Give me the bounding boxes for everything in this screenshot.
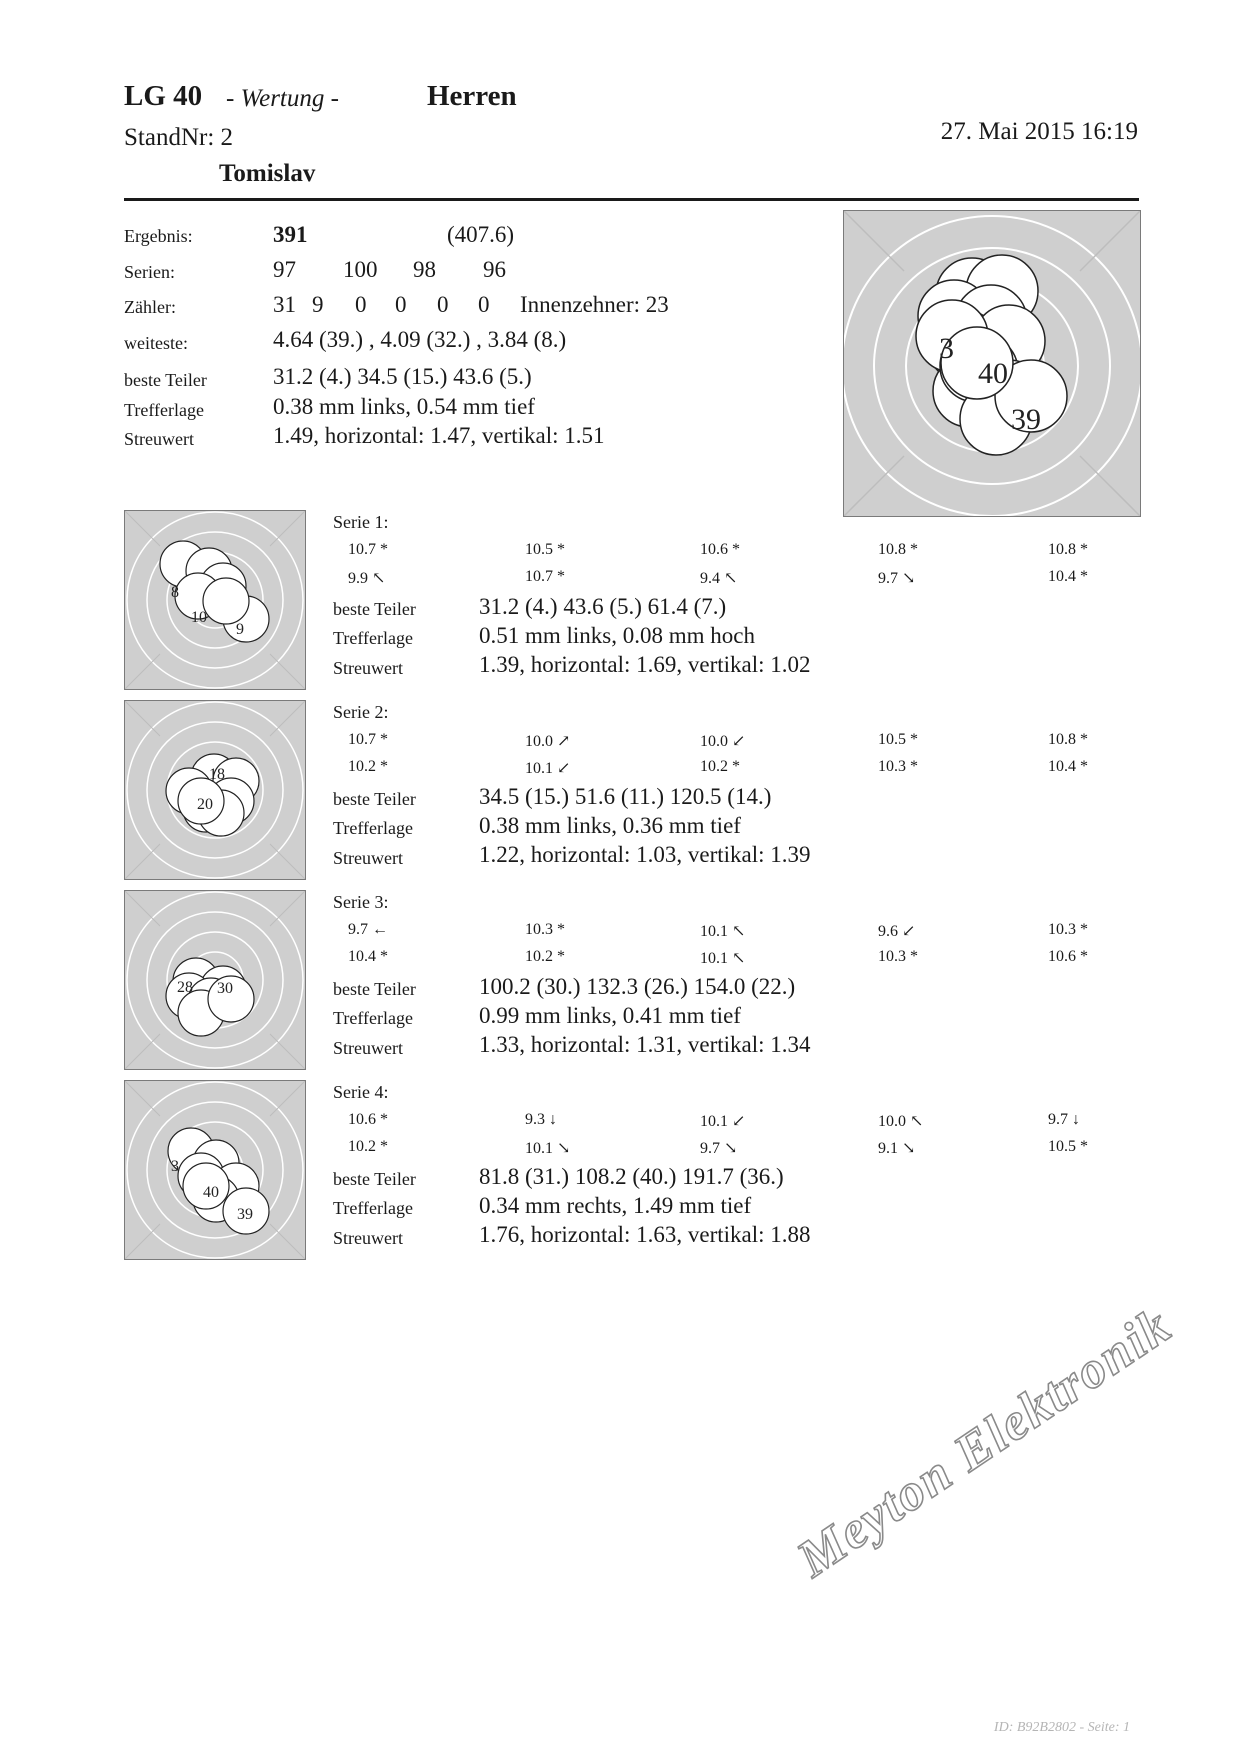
shot-value: 10.2 * [348,758,388,775]
shot-value: 10.1 ↙ [525,760,571,777]
serie-total-3: 98 [413,257,436,282]
beste-teiler-value: 100.2 (30.) 132.3 (26.) 154.0 (22.) [479,974,796,999]
shot-value: 10.8 * [1048,541,1088,558]
trefferlage-value: 0.34 mm rechts, 1.49 mm tief [479,1193,752,1218]
shot-label: 3 [939,332,954,365]
innenzehner-value: Innenzehner: 23 [520,292,669,317]
shot-value: 10.0 ↙ [700,733,746,750]
shot-value: 10.2 * [700,758,740,775]
shot-label: 18 [209,766,225,783]
shot-value: 10.7 * [348,541,388,558]
date-time: 27. Mai 2015 16:19 [940,118,1138,145]
series-target [124,890,306,1070]
series-target [124,700,306,880]
shot-value: 10.8 * [1048,731,1088,748]
streuwert-value: 1.22, horizontal: 1.03, vertikal: 1.39 [479,842,811,867]
shot-label: 3 [171,1158,179,1175]
target-drawing [125,1081,305,1259]
trefferlage-value: 0.99 mm links, 0.41 mm tief [479,1003,741,1028]
streuwert-label: Streuwert [333,1228,403,1248]
streuwert-value: 1.49, horizontal: 1.47, vertikal: 1.51 [273,423,605,448]
series-title: Serie 2: [333,702,389,722]
shot-value: 9.7 ↘ [700,1140,738,1157]
shot-value: 10.5 * [525,541,565,558]
beste-teiler-value: 31.2 (4.) 43.6 (5.) 61.4 (7.) [479,594,727,619]
event-title: LG 40 [124,80,203,112]
shot-value: 10.3 * [878,948,918,965]
wertung-label: - Wertung - [226,85,339,112]
ergebnis-label: Ergebnis: [124,226,193,246]
shot-value: 10.7 * [525,568,565,585]
ergebnis-decimal: (407.6) [447,222,515,247]
shooter-name: Tomislav [219,160,316,187]
beste-teiler-label: beste Teiler [333,789,416,809]
target-drawing [125,701,305,879]
zaehler-value: 0 [395,292,407,317]
serien-label: Serien: [124,262,175,282]
shot-value: 9.7 ↘ [878,570,916,587]
shot-label: 8 [171,584,179,601]
overall-target [843,210,1141,517]
zaehler-value: 0 [437,292,449,317]
shot-value: 10.2 * [348,1138,388,1155]
shot-label: 39 [237,1206,253,1223]
zaehler-value: 31 [273,292,296,317]
series-title: Serie 3: [333,892,389,912]
target-drawing [125,511,305,689]
streuwert-value: 1.33, horizontal: 1.31, vertikal: 1.34 [479,1032,811,1057]
shot-value: 10.4 * [1048,758,1088,775]
streuwert-label: Streuwert [333,1038,403,1058]
shot-label: 30 [217,980,233,997]
shot-value: 9.7 ← [348,921,388,938]
beste-teiler-label: beste Teiler [124,370,207,390]
stand-number: StandNr: 2 [124,124,234,151]
shot-value: 10.3 * [1048,921,1088,938]
trefferlage-label: Trefferlage [333,1008,413,1028]
shot-label: 20 [197,796,213,813]
shot-label: 28 [177,979,193,996]
trefferlage-label: Trefferlage [333,818,413,838]
streuwert-label: Streuwert [333,658,403,678]
series-target [124,1080,306,1260]
shot-value: 10.1 ↖ [700,950,746,967]
shot-value: 10.4 * [1048,568,1088,585]
streuwert-label: Streuwert [333,848,403,868]
shot-value: 10.5 * [878,731,918,748]
shot-value: 10.5 * [1048,1138,1088,1155]
shot-value: 10.7 * [348,731,388,748]
streuwert-label: Streuwert [124,429,194,449]
series-target [124,510,306,690]
shot-label: 10 [191,609,207,626]
trefferlage-label: Trefferlage [333,1198,413,1218]
series-title: Serie 4: [333,1082,389,1102]
zaehler-value: 0 [355,292,367,317]
shot-value: 10.1 ↙ [700,1113,746,1130]
beste-teiler-label: beste Teiler [333,599,416,619]
shot-value: 10.3 * [878,758,918,775]
shot-value: 9.1 ↘ [878,1140,916,1157]
beste-teiler-value: 31.2 (4.) 34.5 (15.) 43.6 (5.) [273,364,532,389]
shot-value: 9.6 ↙ [878,923,916,940]
shot-value: 10.8 * [878,541,918,558]
shot-value: 10.3 * [525,921,565,938]
target-drawing [125,891,305,1069]
shot-value: 10.6 * [348,1111,388,1128]
shot-value: 9.9 ↖ [348,570,386,587]
shot-label: 9 [236,621,244,638]
beste-teiler-label: beste Teiler [333,979,416,999]
shot-value: 10.0 ↗ [525,733,571,750]
shot-value: 9.3 ↓ [525,1111,557,1128]
shot-value: 9.7 ↓ [1048,1111,1080,1128]
beste-teiler-value: 81.8 (31.) 108.2 (40.) 191.7 (36.) [479,1164,784,1189]
zaehler-label: Zähler: [124,297,176,317]
class-title: Herren [427,80,517,112]
shot-value: 10.4 * [348,948,388,965]
series-title: Serie 1: [333,512,389,532]
zaehler-value: 9 [312,292,324,317]
trefferlage-label: Trefferlage [333,628,413,648]
weiteste-label: weiteste: [124,333,188,353]
weiteste-value: 4.64 (39.) , 4.09 (32.) , 3.84 (8.) [273,327,567,352]
streuwert-value: 1.39, horizontal: 1.69, vertikal: 1.02 [479,652,811,677]
shot-value: 10.1 ↘ [525,1140,571,1157]
trefferlage-value: 0.51 mm links, 0.08 mm hoch [479,623,755,648]
ergebnis-total: 391 [273,222,308,247]
shot-value: 10.6 * [1048,948,1088,965]
watermark: Meyton Elektronik [787,1296,1182,1589]
shot-value: 10.1 ↖ [700,923,746,940]
target-drawing [844,211,1140,516]
streuwert-value: 1.76, horizontal: 1.63, vertikal: 1.88 [479,1222,811,1247]
beste-teiler-label: beste Teiler [333,1169,416,1189]
trefferlage-value: 0.38 mm links, 0.36 mm tief [479,813,741,838]
page-footer: ID: B92B2802 - Seite: 1 [993,1720,1130,1735]
trefferlage-value: 0.38 mm links, 0.54 mm tief [273,394,535,419]
shot-value: 10.2 * [525,948,565,965]
shot-label: 39 [1011,403,1041,436]
shot-hole [203,578,249,624]
shot-label: 40 [978,357,1008,390]
serie-total-4: 96 [483,257,506,282]
serie-total-1: 97 [273,257,296,282]
shot-value: 9.4 ↖ [700,570,738,587]
zaehler-value: 0 [478,292,490,317]
serie-total-2: 100 [343,257,378,282]
header-divider [124,198,1139,201]
beste-teiler-value: 34.5 (15.) 51.6 (11.) 120.5 (14.) [479,784,772,809]
trefferlage-label: Trefferlage [124,400,204,420]
shot-value: 10.0 ↖ [878,1113,924,1130]
shot-value: 10.6 * [700,541,740,558]
shot-label: 40 [203,1184,219,1201]
